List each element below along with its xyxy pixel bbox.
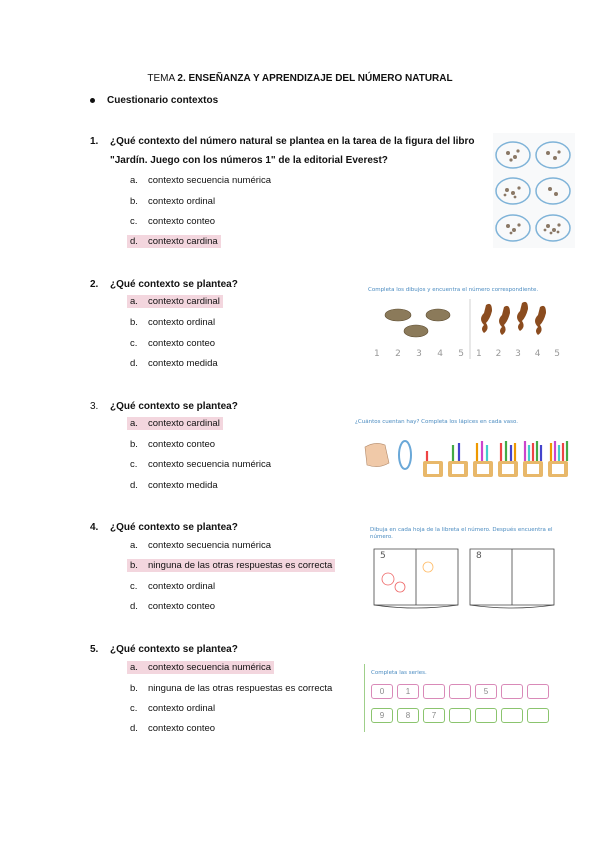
figure-2-numbers-left: 1 2 3 4 5 bbox=[374, 349, 464, 359]
q1-option-b[interactable]: b. contexto ordinal bbox=[130, 196, 216, 207]
figure-1-counting-groups bbox=[493, 133, 575, 248]
turtle-icon bbox=[385, 309, 450, 337]
q4-option-c[interactable]: c. contexto ordinal bbox=[130, 581, 216, 592]
q2-option-b[interactable]: b. contexto ordinal bbox=[130, 317, 216, 328]
q3-option-c[interactable]: c. contexto secuencia numérica bbox=[130, 459, 272, 470]
q3-option-b[interactable]: b. contexto conteo bbox=[130, 439, 216, 450]
q4-option-b[interactable]: b. ninguna de las otras respuestas es correcta bbox=[127, 559, 335, 572]
q5-option-c[interactable]: c. contexto ordinal bbox=[130, 703, 216, 714]
hand-icon bbox=[365, 443, 389, 466]
figure-5-caption: Completa las series. bbox=[371, 670, 427, 676]
q2-option-a[interactable]: a. contexto cardinal bbox=[127, 295, 223, 308]
question-4: 4. ¿Qué contexto se plantea? bbox=[90, 522, 238, 533]
q4-option-a[interactable]: a. contexto secuencia numérica bbox=[130, 540, 272, 551]
pencil-cups bbox=[423, 441, 568, 477]
figure-4-notebook-task bbox=[370, 527, 560, 611]
notebook-number-right: 8 bbox=[476, 551, 482, 561]
q1-option-d[interactable]: d. contexto cardina bbox=[127, 235, 221, 248]
q2-option-c[interactable]: c. contexto conteo bbox=[130, 338, 216, 349]
q5-option-b[interactable]: b. ninguna de las otras respuestas es correcta bbox=[130, 683, 333, 694]
q3-option-a[interactable]: a. contexto cardinal bbox=[127, 417, 223, 430]
figure-5-series-task bbox=[364, 664, 551, 732]
figure-2-numbers-right: 1 2 3 4 5 bbox=[476, 349, 560, 359]
series-row-2: 9 8 7 bbox=[371, 708, 549, 723]
page-title: TEMA 2. ENSEÑANZA Y APRENDIZAJE DEL NÚMERO NATURAL bbox=[147, 73, 453, 84]
bullet-icon bbox=[90, 98, 95, 103]
section-heading: Cuestionario contextos bbox=[90, 95, 218, 106]
q3-option-d[interactable]: d. contexto medida bbox=[130, 480, 218, 491]
figure-2-caption: Completa los dibujos y encuentra el número correspondiente. bbox=[368, 287, 539, 293]
question-5: 5. ¿Qué contexto se plantea? bbox=[90, 644, 238, 655]
notebook-number-left: 5 bbox=[380, 551, 386, 561]
seahorse-icon bbox=[481, 302, 546, 335]
q1-option-a[interactable]: a. contexto secuencia numérica bbox=[130, 175, 272, 186]
figure-3-caption: ¿Cuántos cuentan hay? Completa los lápices en cada vaso. bbox=[355, 419, 518, 425]
q4-option-d[interactable]: d. contexto conteo bbox=[130, 601, 216, 612]
figure-3-illustration bbox=[355, 425, 575, 483]
series-row-1: 0 1 5 bbox=[371, 684, 549, 699]
question-3: 3. ¿Qué contexto se plantea? bbox=[90, 401, 238, 412]
figure-2-cardinal-task bbox=[368, 287, 560, 371]
figure-4-illustration bbox=[370, 543, 560, 611]
q5-option-a[interactable]: a. contexto secuencia numérica bbox=[127, 661, 274, 674]
figure-3-cardinal-task bbox=[355, 419, 575, 485]
q5-option-d[interactable]: d. contexto conteo bbox=[130, 723, 216, 734]
figure-4-caption: Dibuja en cada hoja de la libreta el número. Después encuentra el número. bbox=[370, 527, 553, 540]
q2-option-d[interactable]: d. contexto medida bbox=[130, 358, 218, 369]
question-1: 1. ¿Qué contexto del número natural se plantea en la tarea de la figura del libro "Jardín. Juego con los números 1" de la editorial Everest? bbox=[90, 136, 475, 166]
question-2: 2. ¿Qué contexto se plantea? bbox=[90, 279, 238, 290]
q1-option-c[interactable]: c. contexto conteo bbox=[130, 216, 216, 227]
